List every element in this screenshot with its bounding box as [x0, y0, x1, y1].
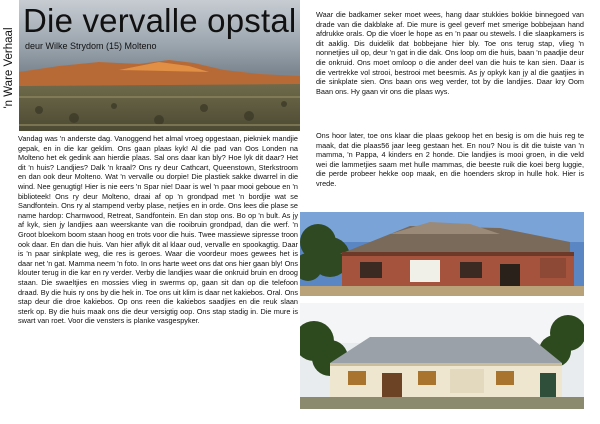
header-photo — [19, 0, 300, 131]
restored-farmhouse-photo — [300, 303, 584, 409]
byline: deur Wilke Strydom (15) Molteno — [25, 41, 157, 51]
ruined-farmhouse-photo — [300, 212, 584, 296]
sidebar-label: 'n Ware Verhaal — [3, 27, 15, 109]
page-title: Die vervalle opstal — [23, 2, 297, 39]
article-left-column: Vandag was 'n anderste dag. Vanoggend het almal vroeg opgestaan, piekniek mandjie gepak, en in die kar geklim. Ons gaan plaas kyk! Al die pad van Oos Londen na Molteno het ek gedink aan hierdie plaas. Sal ons daar kan bly? Hoe lyk dit daar? Het dit 'n huis? Landjies? Dalk 'n kraal? Ons ry deur Cathcart, Queenstown, Sterkstroom en dan ook deur Molteno. Wat 'n vervalle ou dorpie! Die plastiek sakke dwarrel in die wind. Nee genugtig! Hier is nie eers 'n Spar nie! Daar is wel 'n paar mooi geboue en 'n biblioteek! Ons ry deur Molteno, draai af op 'n grondpad met 'n bordjie wat se Sandfontein. Ons ry al stampend verby plase, netjies en in orde. Ons lees die plase se name hardop: Charnwood, Retreat, Sandfontein. En dan stop ons. Bo op 'n bult. As jy af kyk, sien jy landjies aan weerskante van die rooibruin grondpad, dan die werf. 'n Groot bloekom boom staan hoog en trots voor die huis. Twee massiewe sipresse troon ook daar. En dan die huis. Van hier aflyk dit al klaar oud, vervalle en spookagtig. Daar is 'n paar sinkplate weg, die res is geroes. Waar die voordeur moes gewees het is daar net 'n gat. Mamma neem 'n foto. In ons harte weet ons dat ons hier gaan bly! Ons klouter terug in die kar en ry verder. Verby die landjies waar die onkruid bruin en droog staan. Die swaeltjies en mossies vlieg in swerms op, gaan sit dan op die telefoon draad. By die huis ry ons by die hek in. Toe ons uit klim is daar net kakiebos. Oral. Ons stap deur die droe kakiebos. Op ons reen die kakiebos saadjies en die reuk slaan sterk op. By die huis maak ons die deur versigtig oop. Ons stap stadig in. Die mure is swart van roet. Voor die vensters is planke vasgespyker. — [18, 134, 298, 326]
article-right-top: Waar die badkamer seker moet wees, hang daar stukkies bokkie binnegoed van drade van die dakblake af. Die mure is geel geverf met smerige bobbejaan hand afdrukke orals. Op die vloer le hope as en 'n paar ou stewels. I die slaapkamers is dit aaklig. Dis duidelik dat bobbejane hier bly. Toe ons terug stap, vlieg 'n nonnetjies uil op, deur 'n gat in die dak. Ons loop om die huis, baan 'n paadjie deur die onkruid. Ons moet omloop o die ander deel van die huis te kan sien. Daar is die vertrekke vol strooi, bestrooi met beesmis. As jy opkyk kan jy al die gaatjies in die sinkplate sien. Ons baan ons weg verder, tot by die landjies. Daar kry Oom Baan ons. Hy gaan vir ons die plaas wys. — [316, 10, 584, 96]
article-right-middle: Ons hoor later, toe ons klaar die plaas gekoop het en besig is om die huis reg te maak, dat die plaas56 jaar leeg gestaan het. En nou? Nou is dit die tuiste van 'n mamma, 'n Pappa, 4 kinders en 2 honde. Die landjies is mooi groen, in die veld wei die lammetjies saam met hulle mammas, die beeste ruik die koei berg luggie, die perde probeer hekke oop maak, en die hoenders skrop in hulle hok. Hier is vrede. — [316, 131, 584, 188]
